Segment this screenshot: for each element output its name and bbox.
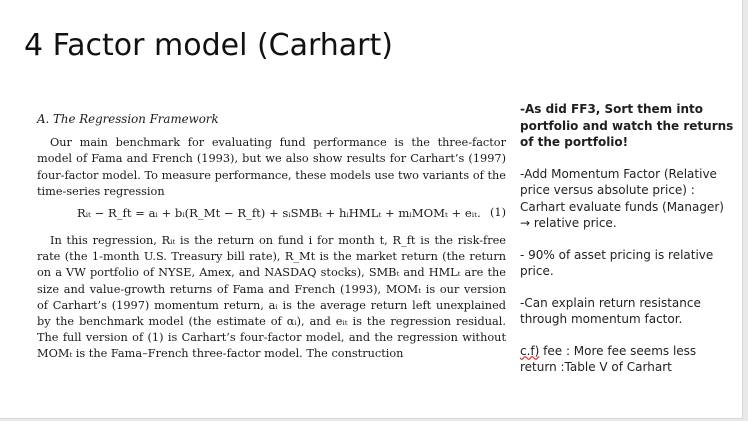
note-momentum-factor: -Add Momentum Factor (Relative price versus absolute price) : Carhart evaluate funds (Manager) → relative price. bbox=[520, 166, 724, 230]
regression-equation bbox=[37, 205, 506, 225]
slide-notes bbox=[520, 101, 736, 391]
slide-title: 4 Factor model (Carhart) bbox=[24, 28, 393, 63]
note-fee bbox=[520, 343, 736, 376]
note-sort-portfolio: -As did FF3, Sort them into portfolio and watch the returns of the portfolio! bbox=[520, 102, 734, 149]
note-relative-price: - 90% of asset pricing is relative price. bbox=[520, 247, 714, 278]
note-fee-text: fee : More fee seems less return :Table V of Carhart bbox=[520, 343, 697, 374]
paragraph-intro: Our main benchmark for evaluating fund performance is the three-factor model of Fama and French (1993), but we also show results for Carhart’s (1997) four-factor model. To measure performance, these models use two variants of the time-series regression bbox=[37, 136, 506, 198]
section-heading: A. The Regression Framework bbox=[37, 112, 219, 126]
equation-formula: Rᵢₜ − R_ft = aᵢ + bᵢ(R_Mt − R_ft) + sᵢSMBₜ + hᵢHMLₜ + mᵢMOMₜ + eᵢₜ. bbox=[77, 206, 481, 221]
note-fee-prefix: c.f) bbox=[520, 343, 540, 358]
paper-excerpt bbox=[37, 111, 506, 363]
note-return-resistance: -Can explain return resistance through momentum factor. bbox=[520, 295, 701, 326]
equation-number: (1) bbox=[489, 206, 506, 220]
paragraph-definitions: In this regression, Rᵢₜ is the return on fund i for month t, R_ft is the risk-free rate (the 1-month U.S. Treasury bill rate), R_Mt is the market return (the return on a VW portfolio of NYSE, Amex, and NASDAQ stocks), SMBₜ and HMLₜ are the size and value-growth returns of Fama and French (1993), MOMₜ is our version of Carhart’s (1997) momentum return, aᵢ is the average return left unexplained by the benchmark model (the estimate of αᵢ), and eᵢₜ is the regression residual. The full version of (1) is Carhart’s four-factor model, and the regression without MOMₜ is the Fama–French three-factor model. The construction bbox=[37, 234, 506, 361]
